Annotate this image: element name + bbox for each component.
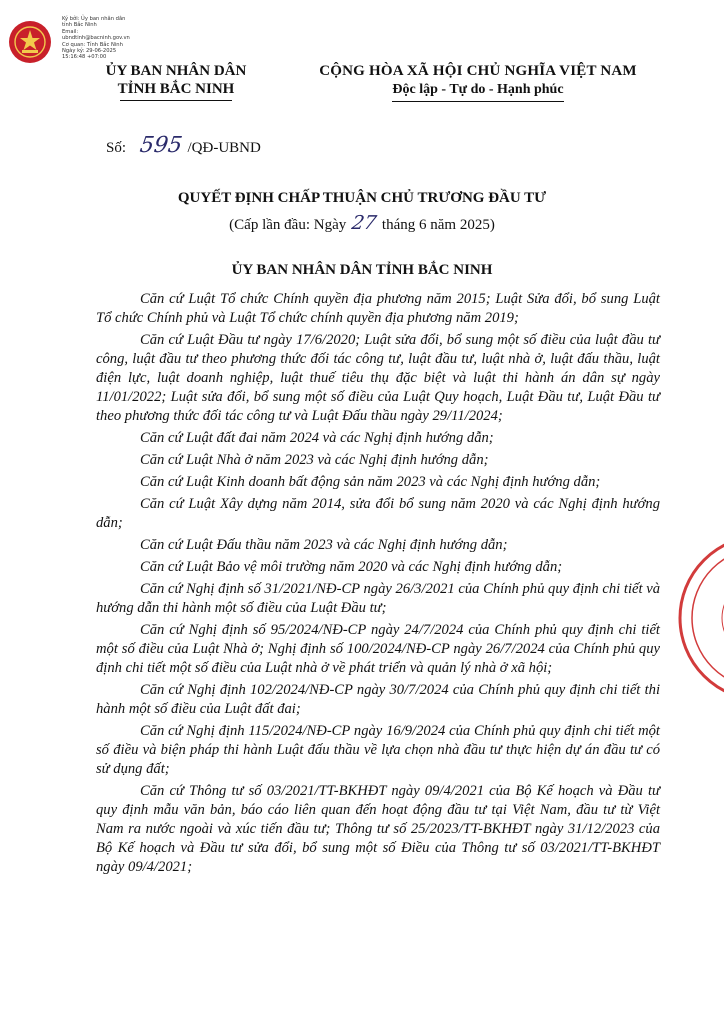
legal-basis-paragraph: Căn cứ Luật Nhà ở năm 2023 và các Nghị định hướng dẫn;	[140, 452, 489, 468]
legal-basis-paragraph: Căn cứ Luật Đấu thầu năm 2023 và các Nghị định hướng dẫn;	[140, 537, 508, 553]
national-motto: Độc lập - Tự do - Hạnh phúc	[392, 81, 563, 102]
agency-line1: ỦY BAN NHÂN DÂN	[105, 63, 247, 79]
signature-line: Ngày ký: 29-06-2025	[62, 48, 117, 55]
signature-line: 15:16:48 +07:00	[62, 54, 107, 61]
doc-number-prefix: Số:	[106, 140, 127, 156]
legal-basis-paragraph: Căn cứ Luật Đầu tư ngày 17/6/2020; Luật sửa đổi, bổ sung một số điều của luật đầu tư công, luật đầu tư theo phương thức đối tác công tư, luật đầu tư, luật nhà ở, luật đấu thầu, luật điện lực, luật doanh nghiệp, luật thuế tiêu thụ đặc biệt và luật thi hành án dân sự ngày 11/01/2022; Luật sửa đổi, bổ sung một số điều của Luật Quy hoạch, Luật Đầu tư, Luật Đầu tư theo phương thức đối tác công tư và Luật Đấu thầu ngày 29/11/2024;	[96, 332, 660, 424]
document-number	[106, 133, 261, 158]
document-title: QUYẾT ĐỊNH CHẤP THUẬN CHỦ TRƯƠNG ĐẦU TƯ	[177, 190, 547, 206]
doc-number-handwritten: 595	[138, 133, 184, 158]
issuer-heading: ỦY BAN NHÂN DÂN TỈNH BẮC NINH	[231, 262, 493, 278]
signature-line: Email:	[62, 28, 79, 35]
legal-basis-section	[96, 290, 660, 880]
national-header	[292, 62, 664, 102]
agency-underline	[120, 100, 232, 101]
agency-line2: TỈNH BẮC NINH	[117, 81, 235, 97]
legal-basis-paragraph: Căn cứ Thông tư số 03/2021/TT-BKHĐT ngày 09/4/2021 của Bộ Kế hoạch và Đầu tư quy định mẫu văn bản, báo cáo liên quan đến hoạt động đầu tư tại Việt Nam, đầu tư từ Việt Nam ra nước ngoài và xúc tiến đầu tư; Thông tư số 25/2023/TT-BKHĐT ngày 31/12/2023 của Bộ Kế hoạch và Đầu tư sửa đổi, bổ sung một số Điều của Thông tư số 03/2021/TT-BKHĐT ngày 09/4/2021;	[96, 783, 660, 875]
nation-name: CỘNG HÒA XÃ HỘI CHỦ NGHĨA VIỆT NAM	[319, 63, 637, 79]
signature-details	[62, 16, 152, 61]
legal-basis-paragraph: Căn cứ Luật Kinh doanh bất động sản năm 2023 và các Nghị định hướng dẫn;	[140, 474, 601, 490]
legal-basis-paragraph: Căn cứ Luật đất đai năm 2024 và các Nghị định hướng dẫn;	[140, 430, 494, 446]
red-seal-icon	[8, 20, 52, 64]
legal-basis-paragraph: Căn cứ Luật Bảo vệ môi trường năm 2020 và các Nghị định hướng dẫn;	[140, 559, 563, 575]
signature-line: tỉnh Bắc Ninh	[62, 22, 97, 29]
legal-basis-paragraph: Căn cứ Nghị định 102/2024/NĐ-CP ngày 30/7/2024 của Chính phủ quy định chi tiết thi hành một số điều của Luật đất đai;	[96, 682, 660, 717]
legal-basis-paragraph: Căn cứ Luật Xây dựng năm 2014, sửa đổi bổ sung năm 2020 và các Nghị định hướng dẫn;	[96, 496, 660, 531]
legal-basis-paragraph: Căn cứ Nghị định 115/2024/NĐ-CP ngày 16/9/2024 của Chính phủ quy định chi tiết một số điều và biện pháp thi hành Luật đấu thầu về lựa chọn nhà đầu tư thực hiện dự án đầu tư có sử dụng đất;	[96, 723, 660, 777]
signature-line: Ký bởi: Ủy ban nhân dân	[62, 16, 126, 22]
official-stamp-icon	[672, 528, 724, 708]
signature-line: ubndtinh@bacninh.gov.vn	[62, 35, 130, 42]
issue-before-day: (Cấp lần đầu: Ngày	[229, 217, 347, 233]
legal-basis-paragraph: Căn cứ Nghị định số 95/2024/NĐ-CP ngày 24/7/2024 của Chính phủ quy định chi tiết một số điều của Luật Nhà ở; Nghị định số 100/2024/NĐ-CP ngày 26/7/2024 của Chính phủ quy định chi tiết một số điều của Luật nhà ở về phát triển và quản lý nhà ở xã hội;	[96, 622, 660, 676]
issue-day-handwritten: 27	[350, 212, 379, 234]
issue-date-line	[0, 212, 724, 234]
signature-line: Cơ quan: Tỉnh Bắc Ninh	[62, 41, 123, 48]
legal-basis-paragraph: Căn cứ Luật Tổ chức Chính quyền địa phương năm 2015; Luật Sửa đổi, bổ sung Luật Tổ chức Chính phủ và Luật Tổ chức chính quyền địa phương năm 2019;	[96, 291, 660, 326]
issue-after-day: tháng 6 năm 2025)	[381, 217, 495, 233]
doc-number-suffix: /QĐ-UBND	[187, 140, 261, 156]
legal-basis-paragraph: Căn cứ Nghị định số 31/2021/NĐ-CP ngày 26/3/2021 của Chính phủ quy định chi tiết và hướng dẫn thi hành một số điều của Luật Đầu tư;	[96, 581, 660, 616]
issuing-agency-header	[78, 62, 274, 98]
